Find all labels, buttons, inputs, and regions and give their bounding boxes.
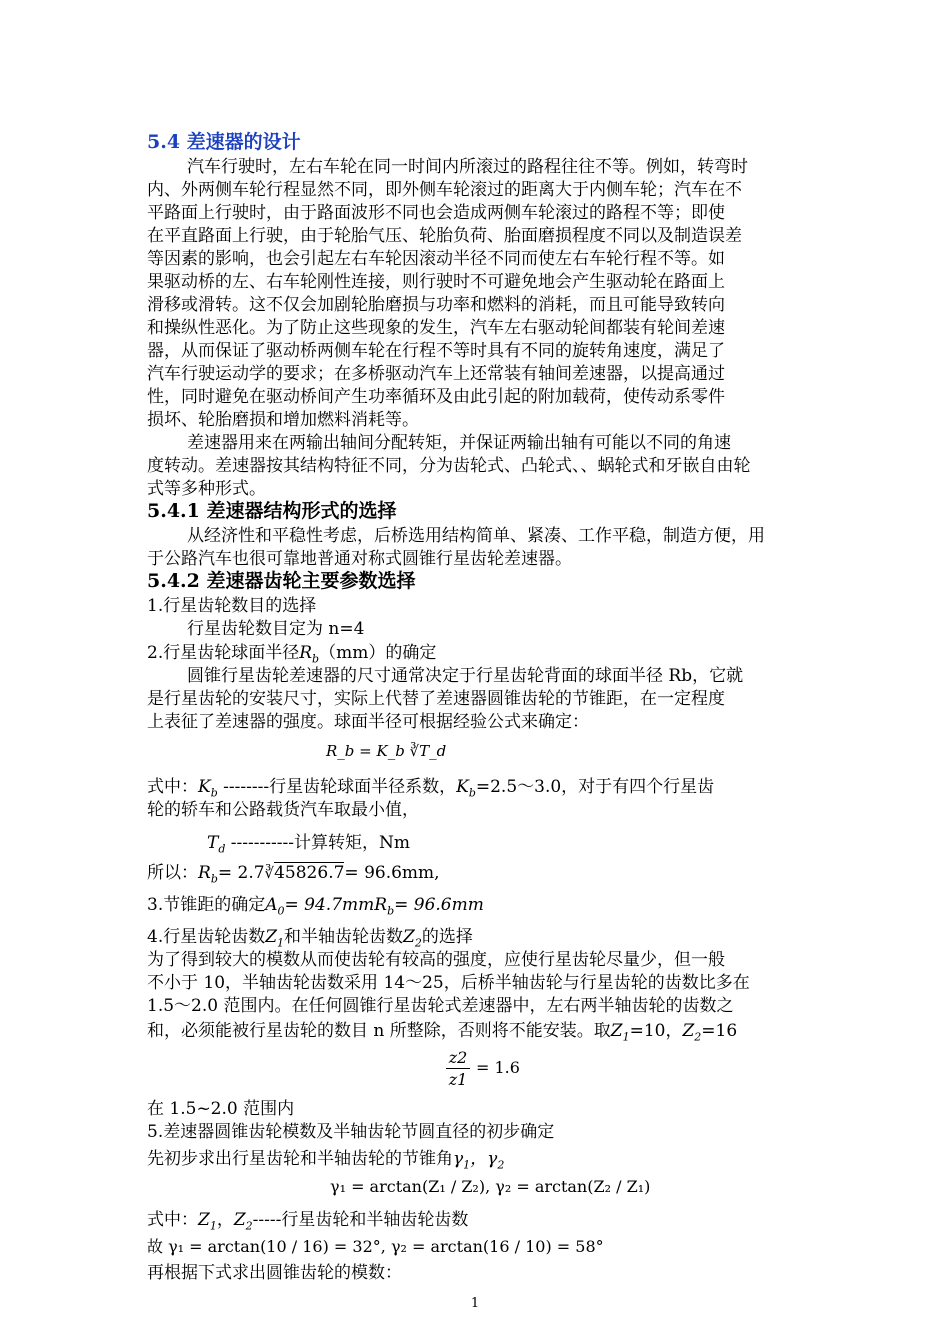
item-2-title-text: 2.行星齿轮球面半径 bbox=[147, 643, 300, 663]
paragraph-line: 上表征了差速器的强度。球面半径可根据经验公式来确定： bbox=[147, 712, 589, 732]
section-heading: 5.4 差速器的设计 bbox=[147, 131, 301, 153]
item-4-last-line bbox=[147, 1020, 737, 1048]
kb-symbol: K bbox=[198, 777, 211, 797]
rb-symbol: R bbox=[198, 863, 211, 883]
paragraph-line: 是行星齿轮的安装尺寸，实际上代替了差速器圆锥齿轮的节锥距，在一定程度 bbox=[147, 689, 725, 709]
paragraph-line: 内、外两侧车轮行程显然不同，即外侧车轮滚过的距离大于内侧车轮；汽车在不 bbox=[147, 180, 742, 200]
fraction-bar bbox=[446, 1068, 470, 1069]
subsection-heading-542: 5.4.2 差速器齿轮主要参数选择 bbox=[147, 570, 416, 592]
item-1-title: 1.行星齿轮数目的选择 bbox=[147, 596, 317, 616]
so-coefficient: = 2.7 bbox=[217, 863, 265, 883]
z1-symbol: Z bbox=[198, 1210, 210, 1230]
cube-root-icon: ∛ bbox=[264, 864, 275, 882]
paragraph-line: 度转动。差速器按其结构特征不同，分为齿轮式、凸轮式、、蜗轮式和牙嵌自由轮 bbox=[147, 456, 751, 476]
z2-symbol: Z bbox=[682, 1021, 695, 1041]
paragraph-line: 汽车行驶时，左右车轮在同一时间内所滚过的路程往往不等。例如，转弯时 bbox=[187, 157, 748, 177]
so-unit: mm, bbox=[401, 863, 440, 883]
rb-subscript: b bbox=[387, 904, 395, 918]
paragraph-line: 于公路汽车也很可靠地普通对称式圆锥行星齿轮差速器。 bbox=[147, 549, 572, 569]
so-label: 所以： bbox=[147, 863, 198, 883]
z1-symbol: Z bbox=[610, 1021, 623, 1041]
item-3-title: 3.节锥距的确定 bbox=[147, 895, 266, 915]
where-label: 式中： bbox=[147, 777, 198, 797]
paragraph-line: 和操纵性恶化。为了防止这些现象的发生，汽车左右驱动轮间都装有轮间差速 bbox=[147, 318, 725, 338]
fraction-numerator: z2 bbox=[448, 1048, 468, 1067]
a0-symbol: A bbox=[265, 895, 278, 915]
z2-subscript: 2 bbox=[245, 1219, 253, 1233]
paragraph-line: 差速器用来在两输出轴间分配转矩，并保证两输出轴有可能以不同的角速 bbox=[187, 433, 731, 453]
fraction-result: = 1.6 bbox=[476, 1058, 520, 1077]
paragraph-line: 不小于 10，半轴齿轮齿数采用 14～25，后桥半轴齿轮与行星齿轮的齿数比多在 bbox=[147, 973, 750, 993]
paragraph-line: 汽车行驶运动学的要求；在多桥驱动汽车上还常装有轴间差速器，以提高通过 bbox=[147, 364, 725, 384]
z1-subscript: 1 bbox=[209, 1219, 217, 1233]
td-symbol: T bbox=[207, 833, 219, 853]
z1-value: =10， bbox=[629, 1021, 683, 1041]
item-3-line bbox=[147, 894, 484, 922]
paragraph-line: 等因素的影响，也会引起左右车轮因滚动半径不同而使左右车轮行程不等。如 bbox=[147, 249, 725, 269]
z1-symbol: Z bbox=[265, 927, 278, 947]
paragraph-line: 圆锥行星齿轮差速器的尺寸通常决定于行星齿轮背面的球面半径 Rb，它就 bbox=[187, 666, 744, 686]
kb-subscript: b bbox=[468, 786, 476, 800]
item-1-body: 行星齿轮数目定为 n=4 bbox=[187, 619, 365, 639]
z2-subscript: 2 bbox=[694, 1030, 702, 1044]
so-result: = 96.6 bbox=[344, 863, 402, 883]
gamma-result: 故 γ₁ = arctan(10 / 16) = 32°, γ₂ = arctan(16 / 10) = 58° bbox=[147, 1237, 604, 1256]
paragraph-line: 为了得到较大的模数从而使齿轮有较高的强度，应使行星齿轮尽量少，但一般 bbox=[147, 950, 725, 970]
z2-symbol: Z bbox=[403, 927, 415, 947]
item-3-formula-1: = 94.7mm bbox=[284, 895, 375, 915]
paragraph-line: 从经济性和平稳性考虑，后桥选用结构简单、紧凑、工作平稳，制造方便，用 bbox=[187, 526, 765, 546]
where-label: 式中： bbox=[147, 1210, 198, 1230]
rb-subscript: b bbox=[210, 872, 218, 886]
gamma-symbols: $\gamma_1$，$\gamma_2$ bbox=[453, 1149, 505, 1172]
item-3-formula-2: = 96.6mm bbox=[394, 895, 484, 915]
rb-symbol: R bbox=[299, 643, 313, 663]
last-line: 再根据下式求出圆锥齿轮的模数： bbox=[147, 1263, 402, 1283]
paragraph-line: 在平直路面上行驶，由于轮胎气压、轮胎负荷、胎面磨损程度不同以及制造误差 bbox=[147, 226, 742, 246]
paragraph-line: 性，同时避免在驱动桥间产生功率循环及由此引起的附加载荷，使传动系零件 bbox=[147, 387, 725, 407]
kb-range: =2.5～3.0，对于有四个行星齿 bbox=[475, 777, 715, 797]
kb-symbol: K bbox=[456, 777, 469, 797]
item-4-title-b: 和半轴齿轮齿数 bbox=[284, 927, 404, 947]
z2-subscript: 2 bbox=[414, 936, 422, 950]
z2-value: =16 bbox=[701, 1021, 738, 1041]
paragraph-line: 式等多种形式。 bbox=[147, 479, 266, 499]
so-line bbox=[147, 862, 440, 890]
item-5-title: 5.差速器圆锥齿轮模数及半轴齿轮节圆直径的初步确定 bbox=[147, 1122, 555, 1142]
item-5-body bbox=[147, 1148, 504, 1176]
rb-subscript: b bbox=[312, 652, 320, 666]
subsection-heading-541: 5.4.1 差速器结构形式的选择 bbox=[147, 500, 397, 522]
td-subscript: d bbox=[218, 842, 226, 856]
item-5-body-text: 先初步求出行星齿轮和半轴齿轮的节锥角 bbox=[147, 1149, 453, 1169]
a0-subscript: 0 bbox=[277, 904, 285, 918]
where-td-line bbox=[207, 832, 410, 860]
z1-subscript: 1 bbox=[277, 936, 285, 950]
fraction-denominator: z1 bbox=[448, 1070, 468, 1089]
paragraph-line: 1.5～2.0 范围内。在任何圆锥行星齿轮式差速器中，左右两半轴齿轮的齿数之 bbox=[147, 996, 734, 1016]
gamma-formula: γ₁ = arctan(Z₁ / Z₂), γ₂ = arctan(Z₂ / Z₁) bbox=[330, 1177, 651, 1196]
kb-subscript: b bbox=[210, 786, 218, 800]
z2-symbol: Z bbox=[233, 1210, 246, 1230]
paragraph-line: 滑移或滑转。这不仅会加剧轮胎磨损与功率和燃料的消耗，而且可能导致转向 bbox=[147, 295, 725, 315]
kb-definition: --------行星齿轮球面半径系数， bbox=[217, 777, 457, 797]
formula-rb: R_b = K_b ∛T_d bbox=[326, 742, 447, 760]
paragraph-line: 果驱动桥的左、右车轮刚性连接，则行驶时不可避免地会产生驱动轮在路面上 bbox=[147, 272, 725, 292]
paragraph-line: 损坏、轮胎磨损和增加燃料消耗等。 bbox=[147, 410, 419, 430]
where-kb-line-2: 轮的轿车和公路载货汽车取最小值， bbox=[147, 800, 419, 820]
paragraph-line: 器，从而保证了驱动桥两侧车轮在行程不等时具有不同的旋转角速度，满足了 bbox=[147, 341, 725, 361]
so-radicand: 45826.7 bbox=[274, 863, 345, 883]
rb-symbol: R bbox=[374, 895, 388, 915]
item-4-title-c: 的选择 bbox=[421, 927, 473, 947]
item-2-title-suffix: （mm）的确定 bbox=[319, 643, 437, 663]
td-definition: -----------计算转矩，Nm bbox=[225, 833, 410, 853]
comma: ， bbox=[216, 1210, 234, 1230]
range-note: 在 1.5~2.0 范围内 bbox=[147, 1099, 295, 1119]
item-4-title-a: 4.行星齿轮齿数 bbox=[147, 927, 266, 947]
item-4-last-text: 和，必须能被行星齿轮的数目 n 所整除，否则将不能安装。取 bbox=[147, 1021, 611, 1041]
where-z-definition: -----行星齿轮和半轴齿轮齿数 bbox=[252, 1210, 469, 1230]
where-z-line bbox=[147, 1209, 468, 1237]
page-number: 1 bbox=[470, 1296, 480, 1311]
z1-subscript: 1 bbox=[622, 1030, 630, 1044]
paragraph-line: 平路面上行驶时，由于路面波形不同也会造成两侧车轮滚过的路程不等；即使 bbox=[147, 203, 725, 223]
